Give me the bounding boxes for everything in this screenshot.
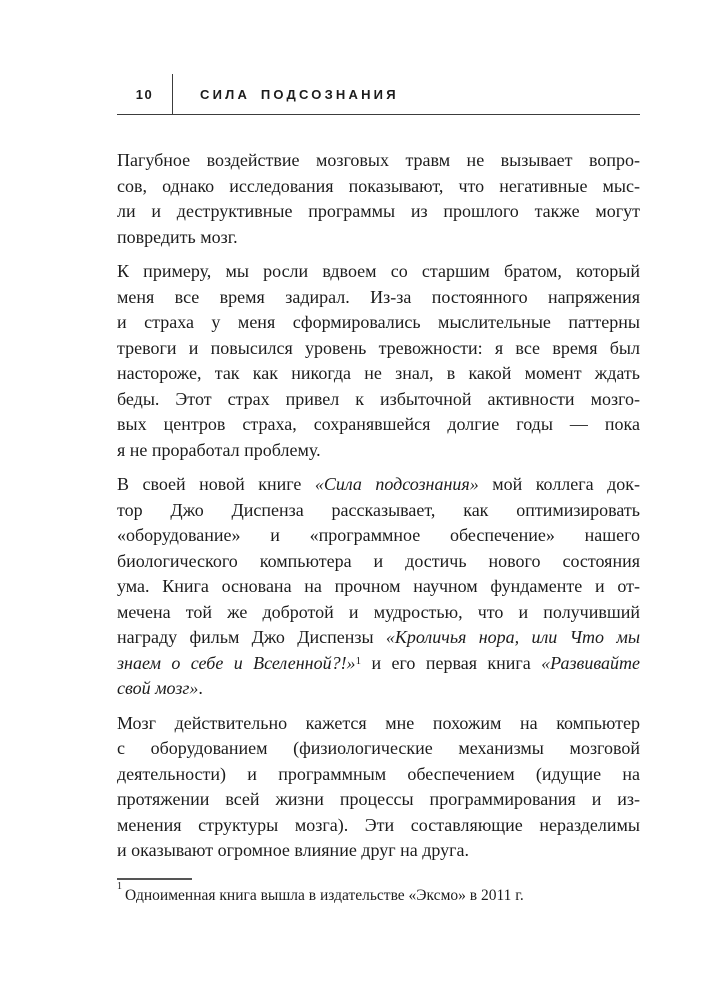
text-segment: . xyxy=(198,678,203,698)
footnote-body: Одноименная книга вышла в издательстве «Эксмо» в 2011 г. xyxy=(125,886,524,904)
text-segment: тревоги и повысился уровень тревожности: я все время был xyxy=(117,337,640,358)
footnote-text xyxy=(117,881,640,906)
text-line xyxy=(117,813,640,839)
text-line xyxy=(117,199,640,225)
paragraph xyxy=(117,711,640,864)
running-header xyxy=(117,74,640,115)
text-segment: менения структуры мозга). Эти составляющие неразделимы xyxy=(117,814,640,835)
text-line xyxy=(117,498,640,524)
text-segment: В своей новой книге xyxy=(117,474,315,494)
text-segment: протяжении всей жизни процессы программирования и из- xyxy=(117,789,640,809)
running-title: СИЛА ПОДСОЗНАНИЯ xyxy=(200,86,399,102)
paragraph xyxy=(117,148,640,250)
text-segment: «Кроличья нора, или Что мы xyxy=(385,627,641,647)
text-line xyxy=(117,736,640,762)
text-line xyxy=(117,787,640,813)
text-line xyxy=(117,472,640,498)
text-segment: я не проработал проблему. xyxy=(117,439,321,460)
text-line xyxy=(117,336,640,362)
text-line xyxy=(117,225,640,251)
text-segment: настороже, так как никогда не знал, в какой момент ждать xyxy=(117,363,640,383)
text-segment: вых центров страха, сохранявшейся долгие годы — пока xyxy=(117,414,640,434)
text-segment: биологического компьютера и достичь нового состояния xyxy=(117,550,640,571)
text-segment: награду фильм Джо Диспензы xyxy=(117,627,386,647)
text-line xyxy=(117,174,640,200)
text-segment: мой коллега док- xyxy=(478,474,640,494)
text-segment: ли и деструктивные программы из прошлого также могут xyxy=(117,201,640,221)
text-segment: и страха у меня сформировались мыслительные паттерны xyxy=(117,312,640,332)
text-segment: знаем о себе и Вселенной?!» xyxy=(117,652,356,673)
text-segment: беды. Этот страх привел к избыточной активности мозго- xyxy=(117,388,640,409)
text-line xyxy=(117,574,640,600)
paragraph xyxy=(117,472,640,702)
text-segment: деятельности) и программным обеспечением (идущие на xyxy=(117,763,640,784)
text-line xyxy=(117,549,640,575)
text-segment: свой мозг» xyxy=(117,678,199,698)
text-segment: мечена той же добротой и мудростью, что и получивший xyxy=(117,601,640,622)
footnote-marker: 1 xyxy=(117,881,122,893)
text-segment: с оборудованием (физиологические механизмы мозговой xyxy=(117,738,640,758)
text-line xyxy=(117,412,640,438)
text-segment: К примеру, мы росли вдвоем со старшим братом, который xyxy=(117,261,640,281)
text-segment: Мозг действительно кажется мне похожим на компьютер xyxy=(117,712,640,733)
text-line xyxy=(117,625,640,651)
text-segment: «оборудование» и «программное обеспечение» нашего xyxy=(117,525,640,545)
footnote xyxy=(117,878,640,906)
text-segment: повредить мозг. xyxy=(117,226,238,247)
text-segment: и его первая книга xyxy=(361,652,542,673)
text-line xyxy=(117,438,640,464)
text-line xyxy=(117,148,640,174)
text-segment: сов, однако исследования показывают, что негативные мыс- xyxy=(117,175,640,196)
text-segment: и оказывают огромное влияние друг на друга. xyxy=(117,840,470,860)
text-line xyxy=(117,361,640,387)
text-segment: «Сила подсознания» xyxy=(314,474,479,494)
footnote-divider xyxy=(117,878,192,880)
text-line xyxy=(117,523,640,549)
text-line xyxy=(117,762,640,788)
text-line xyxy=(117,651,640,677)
text-segment: тор Джо Диспенза рассказывает, как оптимизировать xyxy=(117,499,640,520)
text-segment: меня все время задирал. Из-за постоянного напряжения xyxy=(117,286,640,307)
text-body xyxy=(117,148,640,864)
text-line xyxy=(117,711,640,737)
text-line xyxy=(117,600,640,626)
text-line xyxy=(117,310,640,336)
text-line xyxy=(117,676,640,702)
text-segment: ума. Книга основана на прочном научном фундаменте и от- xyxy=(117,576,640,596)
text-line xyxy=(117,285,640,311)
paragraph xyxy=(117,259,640,463)
text-segment: Пагубное воздействие мозговых травм не вызывает вопро- xyxy=(117,150,640,170)
text-line xyxy=(117,259,640,285)
text-line xyxy=(117,387,640,413)
text-segment: «Развивайте xyxy=(541,652,640,673)
footnote-reference: 1 xyxy=(355,654,362,667)
page-number: 10 xyxy=(117,74,173,114)
text-line xyxy=(117,838,640,864)
